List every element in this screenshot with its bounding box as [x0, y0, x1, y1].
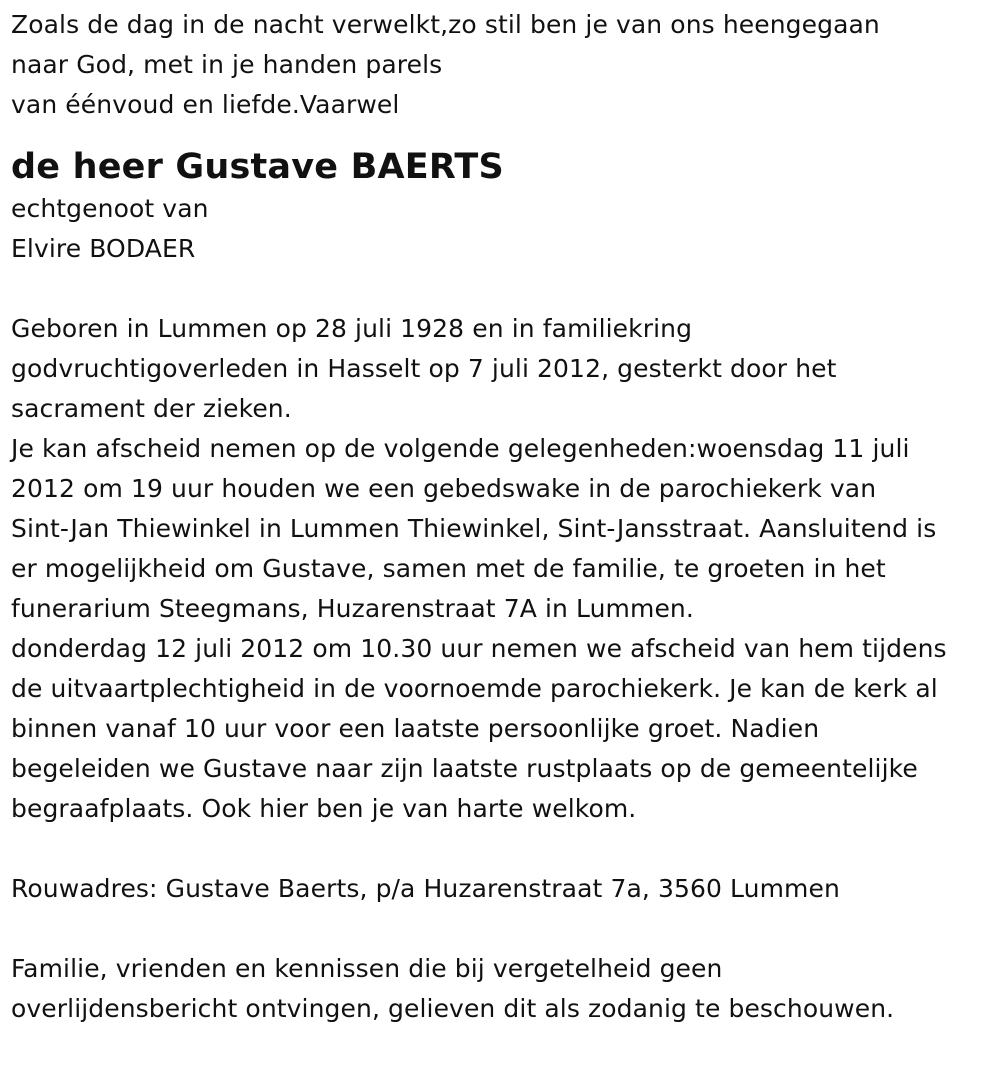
- memorial-verse: [11, 5, 996, 125]
- spacer: [11, 269, 996, 309]
- announcement-line: de uitvaartplechtigheid in de voornoemde parochiekerk. Je kan de kerk al: [11, 674, 938, 703]
- verse-line: Zoals de dag in de nacht verwelkt,zo stil ben je van ons heengegaan: [11, 10, 880, 39]
- announcement-line: funerarium Steegmans, Huzarenstraat 7A in Lummen.: [11, 594, 694, 623]
- announcement-line: Je kan afscheid nemen op de volgende gelegenheden:woensdag 11 juli: [11, 434, 910, 463]
- verse-line: naar God, met in je handen parels: [11, 50, 443, 79]
- closing-line: Familie, vrienden en kennissen die bij vergetelheid geen: [11, 954, 723, 983]
- spacer: [11, 909, 996, 949]
- verse-line: van éénvoud en liefde.Vaarwel: [11, 90, 400, 119]
- announcement-line: Geboren in Lummen op 28 juli 1928 en in familiekring: [11, 314, 693, 343]
- spouse-info: [11, 189, 996, 269]
- closing-line: overlijdensbericht ontvingen, gelieven dit als zodanig te beschouwen.: [11, 994, 895, 1023]
- announcement-line: binnen vanaf 10 uur voor een laatste persoonlijke groet. Nadien: [11, 714, 820, 743]
- spacer: [11, 829, 996, 869]
- mourning-address: Rouwadres: Gustave Baerts, p/a Huzarenstraat 7a, 3560 Lummen: [11, 874, 840, 903]
- announcement-line: donderdag 12 juli 2012 om 10.30 uur nemen we afscheid van hem tijdens: [11, 634, 947, 663]
- announcement-line: begraafplaats. Ook hier ben je van harte welkom.: [11, 794, 637, 823]
- announcement-text: [11, 309, 996, 829]
- death-notice: [11, 5, 996, 1029]
- spouse-line: Elvire BODAER: [11, 234, 196, 263]
- closing-note: [11, 949, 996, 1029]
- announcement-line: er mogelijkheid om Gustave, samen met de familie, te groeten in het: [11, 554, 886, 583]
- announcement-line: Sint-Jan Thiewinkel in Lummen Thiewinkel, Sint-Jansstraat. Aansluitend is: [11, 514, 937, 543]
- announcement-line: sacrament der zieken.: [11, 394, 292, 423]
- deceased-name: de heer Gustave BAERTS: [11, 147, 504, 187]
- announcement-line: godvruchtigoverleden in Hasselt op 7 juli 2012, gesterkt door het: [11, 354, 837, 383]
- announcement-line: 2012 om 19 uur houden we een gebedswake in de parochiekerk van: [11, 474, 877, 503]
- announcement-line: begeleiden we Gustave naar zijn laatste rustplaats op de gemeentelijke: [11, 754, 918, 783]
- spouse-line: echtgenoot van: [11, 194, 209, 223]
